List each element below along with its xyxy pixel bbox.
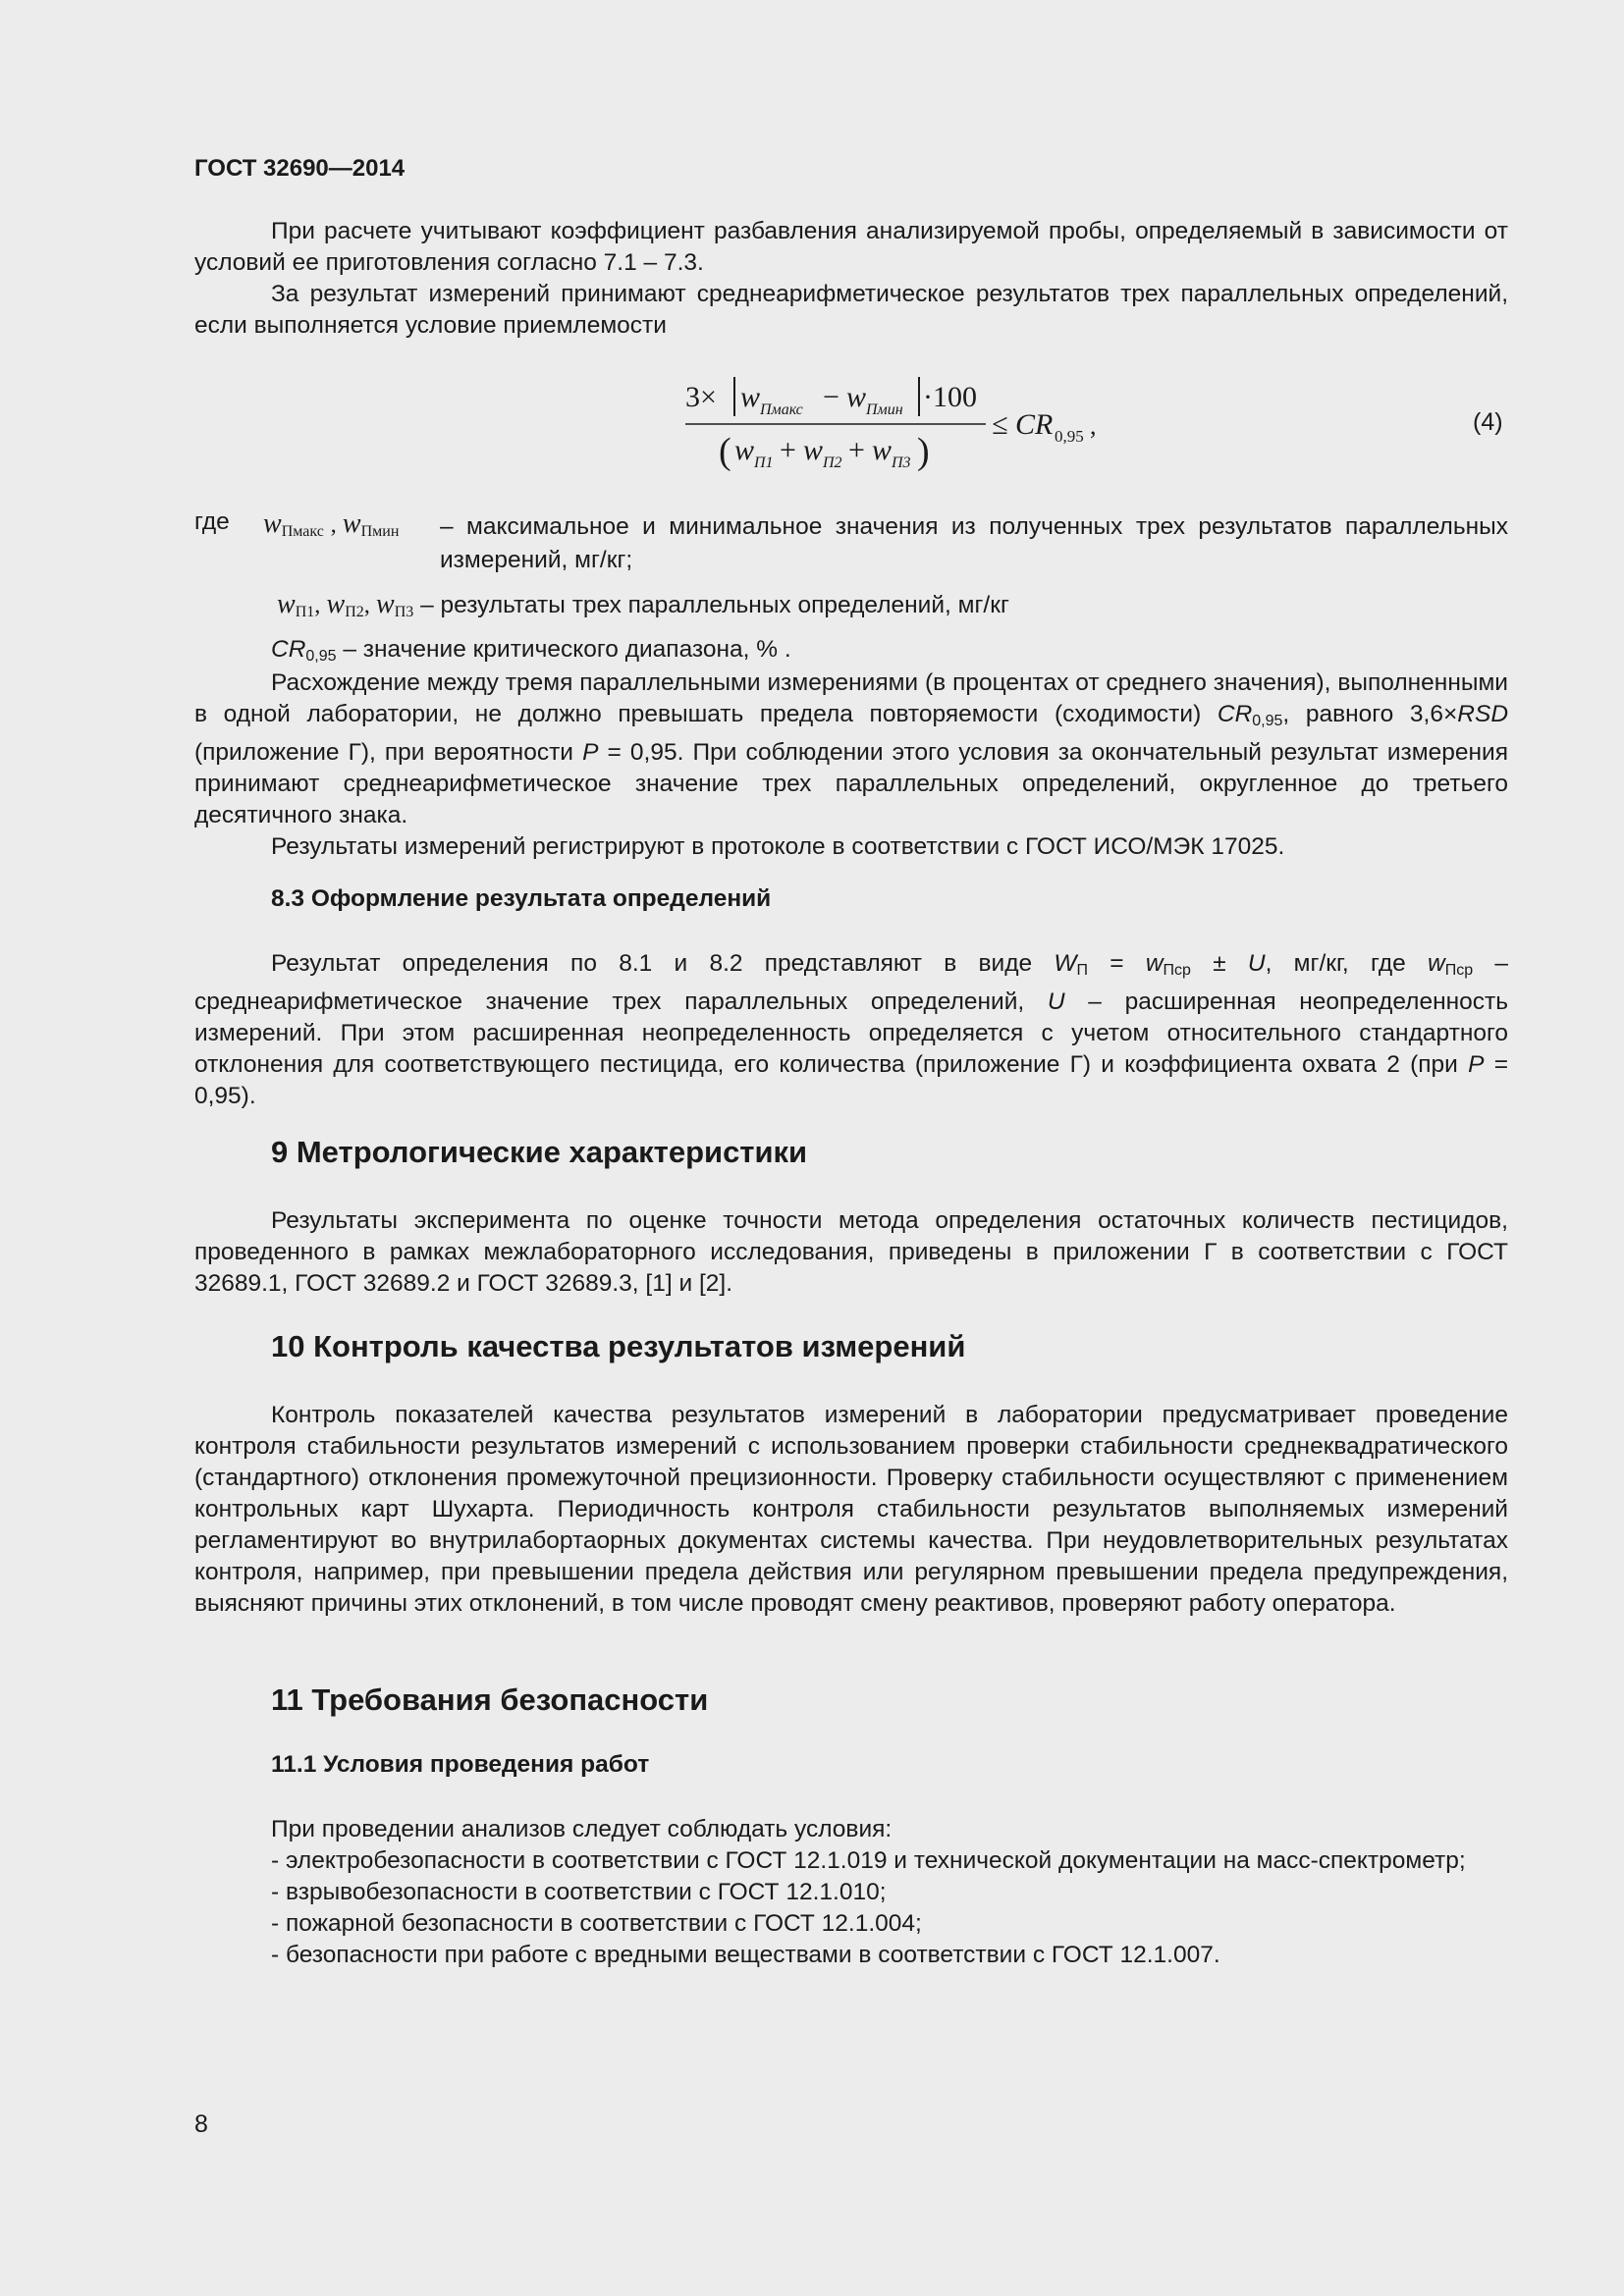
formula-sub-max: Пмакс [760,401,803,418]
formula-sub-3: П3 [892,454,911,471]
paragraph-repeatability: Расхождение между тремя параллельными измерениями (в процентах от среднего значения), выполненными в одной лаборатории, не должно превышать предела повторяемости (сходимости) $CR_{0,95}$, равного 3,6×RSD (приложение Г), при вероятности P = 0,95. При соблюдении этого условия за окончательный результат измерения принимают среднеарифметическое значение трех параллельных определений, округленное до третьего десятичного знака. Результаты измерений регистрируют в протоколе в соответствии с ГОСТ ИСО/МЭК 17025. [194,667,1508,863]
definition-1-text: – максимальное и минимальное значения из полученных трех результатов параллельных измерений, мг/кг; [440,513,1508,573]
formula-rhs-tail: , [1090,411,1097,440]
condition-item: - взрывобезопасности в соответствии с ГОСТ 12.1.010; [271,1879,887,1905]
definition-3: $CR_{0,95}$ – значение критического диапазона, % . [271,636,791,665]
section-8-3-text: Результат определения по 8.1 и 8.2 представляют в виде $W_П = w_{Пср} \pm U$, мг/кг, где $w_{Пср}$ – среднеарифметическое значение трех параллельных определений, U – расширенная неопределенность измерений. При этом расширенная неопределенность определяется с учетом относительного стандартного отклонения для соответствующего пестицида, его количества (приложение Г) и коэффициента охвата 2 (при P = 0,95). [194,950,1509,1109]
condition-item: - безопасности при работе с вредными веществами в соответствии с ГОСТ 12.1.007. [271,1942,1220,1968]
formula-sub-min: Пмин [866,401,903,418]
equation-number: (4) [1473,408,1503,436]
section-8-3-title: 8.3 Оформление результата определений [271,885,772,912]
formula-numerator-prefix: 3× [685,381,717,413]
svg-text:): ) [917,431,930,472]
conditions-intro: При проведении анализов следует соблюдать условия: [271,1816,893,1842]
paragraph-protocol: Результаты измерений регистрируют в протоколе в соответствии с ГОСТ ИСО/МЭК 17025. [271,833,1285,860]
definition-1: $w_{Пмакс}$ , $w_{Пмин}$ [263,508,400,540]
svg-text:−: − [823,381,839,413]
formula-w-max: w [740,381,761,413]
formula-w1: w [734,434,755,466]
formula-rhs-sub: 0,95 [1055,427,1084,446]
formula-sub-1: П1 [754,454,774,471]
section-10-text: Контроль показателей качества результатов измерений в лаборатории предусматривает проведение контроля стабильности результатов измерений с использованием проверки стабильности среднеквадратического (стандартного) отклонения промежуточной прецизионности. Проверку стабильности осуществляют с применением контрольных карт Шухарта. Периодичность контроля стабильности результатов выполняемых измерений регламентируют во внутрилабортаорных документах системы качества. При неудовлетворительных результатах контроля, например, при превышении предела действия или регулярном превышении предела предупреждения, выясняют причины этих отклонений, в том числе проводят смену реактивов, проверяют работу оператора. [194,1402,1508,1617]
document-header: ГОСТ 32690—2014 [194,155,406,182]
svg-text:+: + [848,434,865,466]
definition-2: $w_{П1}$, $w_{П2}$, $w_{П3}$ – результаты трех параллельных определений, мг/кг [277,589,1009,620]
formula-w-min: w [846,381,867,413]
section-11-title: 11 Требования безопасности [271,1682,709,1717]
paragraph-acceptance: За результат измерений принимают среднеарифметическое результатов трех параллельных определений, если выполняется условие приемлемости [194,281,1508,339]
svg-text:+: + [780,434,796,466]
section-9-text: Результаты эксперимента по оценке точности метода определения остаточных количеств пестицидов, проведенного в рамках межлабораторного исследования, приведены в приложении Г в соответствии с ГОСТ 32689.1, ГОСТ 32689.2 и ГОСТ 32689.3, [1] и [2]. [194,1207,1508,1297]
section-9-title: 9 Метрологические характеристики [271,1135,808,1169]
section-11-1-title: 11.1 Условия проведения работ [271,1751,650,1778]
formula-w2: w [803,434,824,466]
page-number: 8 [194,2110,208,2138]
formula-rhs: ≤ CR [992,408,1054,441]
definition-where [194,508,230,536]
formula-sub-2: П2 [823,454,842,471]
condition-item: - пожарной безопасности в соответствии с ГОСТ 12.1.004; [271,1910,922,1937]
section-10-title: 10 Контроль качества результатов измерений [271,1329,966,1363]
svg-text:(: ( [719,431,731,472]
intro-paragraphs [194,216,1508,342]
condition-item: - электробезопасности в соответствии с ГОСТ 12.1.019 и технической документации на масс-спектрометр; [271,1847,1466,1874]
where-label: где [194,508,230,535]
formula-w3: w [872,434,893,466]
formula-multiplier: ·100 [923,381,977,413]
section-11-1-text [194,1814,1508,1971]
paragraph-dilution: При расчете учитывают коэффициент разбавления анализируемой пробы, определяемый в зависимости от условий ее приготовления согласно 7.1 – 7.3. [194,218,1508,276]
formula-4 [677,373,1129,481]
